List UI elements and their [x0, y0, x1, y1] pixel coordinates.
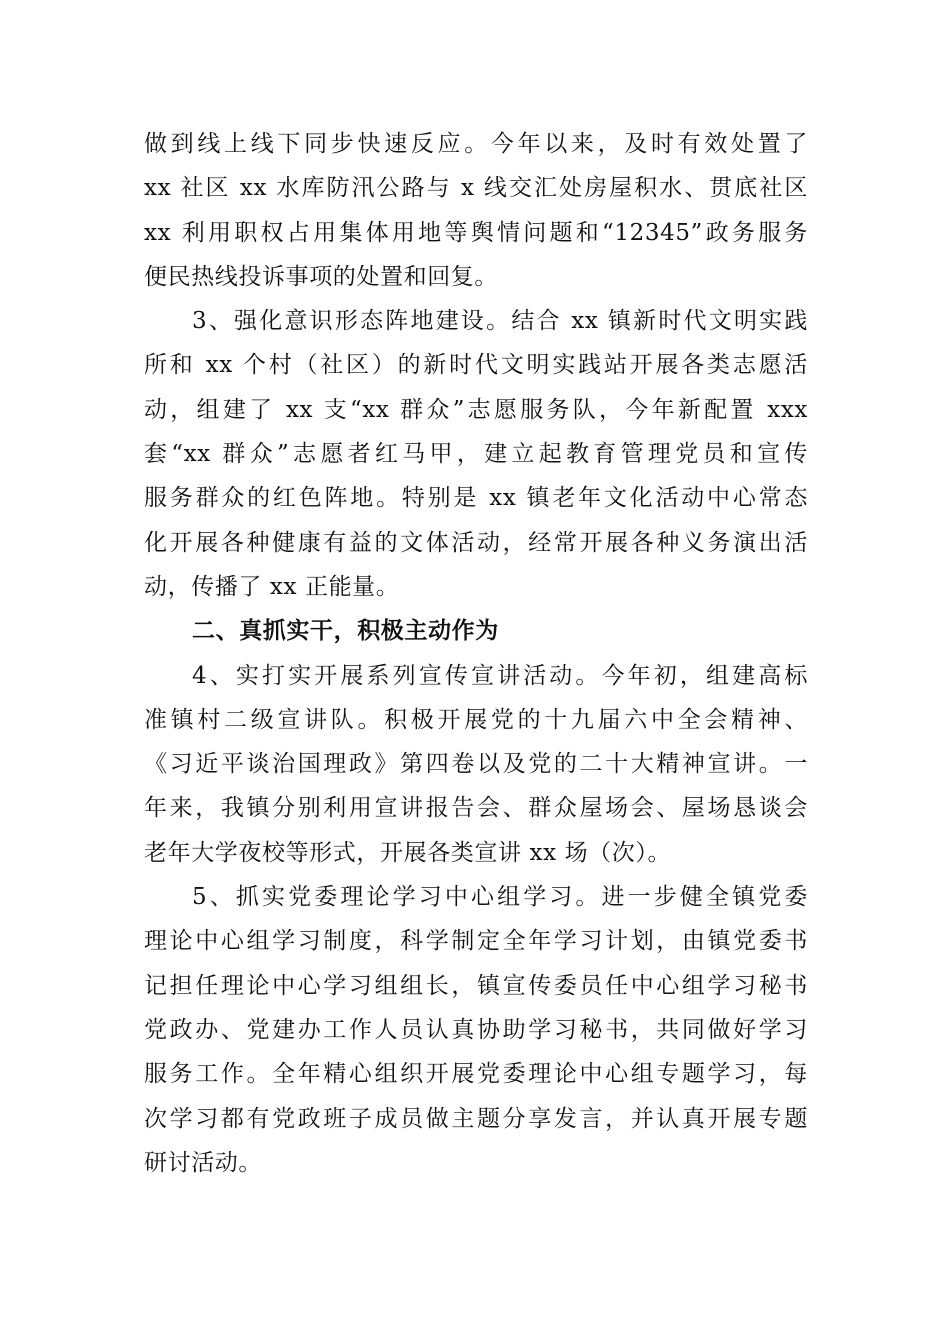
text-line: xx 利用职权占用集体用地等舆情问题和“12345”政务服务: [144, 219, 808, 246]
paragraph-item-4: [144, 654, 808, 875]
text-line: 研讨活动。: [144, 1149, 262, 1176]
section-heading-text: 二、真抓实干，积极主动作为: [192, 618, 499, 645]
text-line: 做到线上线下同步快速反应。今年以来，及时有效处置了: [144, 131, 808, 157]
paragraph-item-5: [144, 875, 808, 1185]
text-line: 5、抓实党委理论学习中心组学习。进一步健全镇党委: [192, 884, 808, 911]
text-line: 老年大学夜校等形式，开展各类宣讲 xx 场（次）。: [144, 839, 672, 866]
section-heading: [144, 609, 808, 653]
text-line: xx 社区 xx 水库防汛公路与 x 线交汇处房屋积水、贯底社区: [144, 175, 808, 202]
text-line: 记担任理论中心学习组组长，镇宣传委员任中心组学习秘书: [144, 972, 808, 999]
text-line: 套“xx 群众”志愿者红马甲，建立起教育管理党员和宣传: [144, 441, 808, 468]
text-line: 便民热线投诉事项的处置和回复。: [144, 263, 498, 290]
text-line: 动，组建了 xx 支“xx 群众”志愿服务队，今年新配置 xxx: [144, 396, 808, 423]
text-line: 次学习都有党政班子成员做主题分享发言，并认真开展专题: [144, 1105, 808, 1132]
text-line: 理论中心组学习制度，科学制定全年学习计划，由镇党委书: [144, 928, 808, 955]
text-line: 所和 xx 个村（社区）的新时代文明实践站开展各类志愿活: [144, 352, 808, 379]
paragraph-item-3: [144, 299, 808, 609]
document-body: [144, 122, 808, 1185]
text-line: 党政办、党建办工作人员认真协助学习秘书，共同做好学习: [144, 1016, 808, 1043]
text-line: 准镇村二级宣讲队。积极开展党的十九届六中全会精神、: [144, 706, 808, 733]
text-line: 服务工作。全年精心组织开展党委理论中心组专题学习，每: [144, 1061, 808, 1088]
text-line: 年来，我镇分别利用宣讲报告会、群众屋场会、屋场恳谈会: [144, 795, 808, 822]
text-line: 4、实打实开展系列宣传宣讲活动。今年初，组建高标: [192, 662, 808, 689]
paragraph-continuation: [144, 122, 808, 299]
text-line: 化开展各种健康有益的文体活动，经常开展各种义务演出活: [144, 529, 808, 556]
text-line: 《习近平谈治国理政》第四卷以及党的二十大精神宣讲。一: [144, 751, 808, 778]
text-line: 服务群众的红色阵地。特别是 xx 镇老年文化活动中心常态: [144, 485, 808, 512]
text-line: 3、强化意识形态阵地建设。结合 xx 镇新时代文明实践: [192, 308, 808, 335]
text-line: 动，传播了 xx 正能量。: [144, 573, 400, 600]
